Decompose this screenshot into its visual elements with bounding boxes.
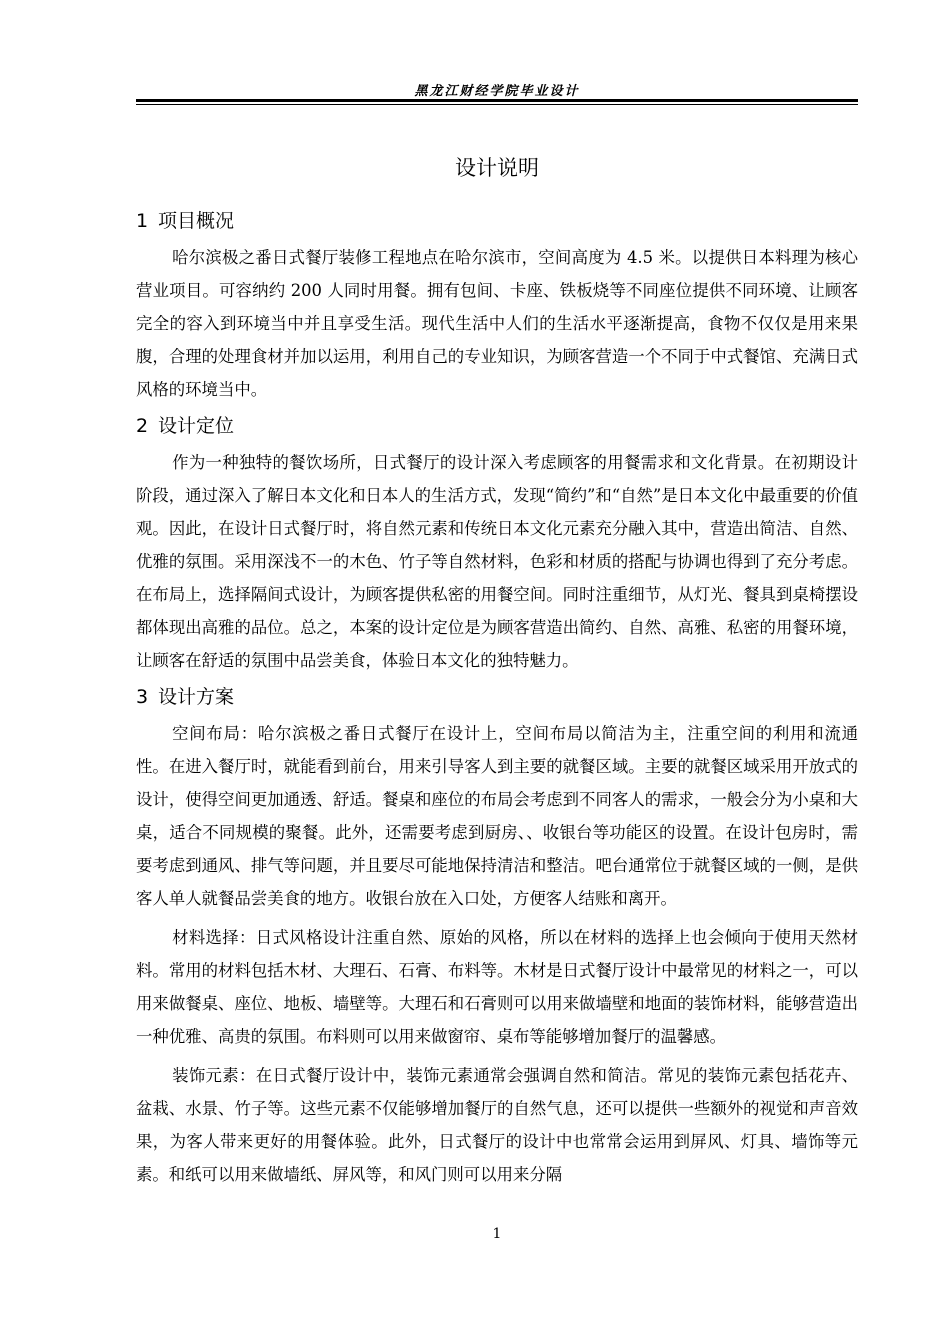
paragraph-material-selection: 材料选择：日式风格设计注重自然、原始的风格，所以在材料的选择上也会倾向于使用天然材料。常用的材料包括木材、大理石、石膏、布料等。木材是日式餐厅设计中最常见的材料之一，可以用来做餐桌、座位、地板、墙壁等。大理石和石膏则可以用来做墙壁和地面的装饰材料，能够营造出一种优雅、高贵的氛围。布料则可以用来做窗帘、桌布等能够增加餐厅的温馨感。 bbox=[136, 928, 858, 1046]
section-title: 设计方案 bbox=[158, 686, 235, 708]
paragraph-decorative-elements: 装饰元素：在日式餐厅设计中，装饰元素通常会强调自然和简洁。常见的装饰元素包括花卉、盆栽、水景、竹子等。这些元素不仅能够增加餐厅的自然气息，还可以提供一些额外的视觉和声音效果，为客人带来更好的用餐体验。此外，日式餐厅的设计中也常常会运用到屏风、灯具、墙饰等元素。和纸可以用来做墙纸、屏风等，和风门则可以用来分隔 bbox=[136, 1066, 858, 1184]
paragraph-positioning: 作为一种独特的餐饮场所，日式餐厅的设计深入考虑顾客的用餐需求和文化背景。在初期设计阶段，通过深入了解日本文化和日本人的生活方式，发现“简约”和“自然”是日本文化中最重要的价值观。因此，在设计日式餐厅时，将自然元素和传统日本文化元素充分融入其中，营造出简洁、自然、优雅的氛围。采用深浅不一的木色、竹子等自然材料，色彩和材质的搭配与协调也得到了充分考虑。在布局上，选择隔间式设计，为顾客提供私密的用餐空间。同时注重细节，从灯光、餐具到桌椅摆设都体现出高雅的品位。总之，本案的设计定位是为顾客营造出简约、自然、高雅、私密的用餐环境，让顾客在舒适的氛围中品尝美食，体验日本文化的独特魅力。 bbox=[136, 453, 858, 670]
page-number: 1 bbox=[492, 1226, 502, 1242]
document-body bbox=[136, 201, 858, 1191]
section-title: 设计定位 bbox=[158, 415, 235, 437]
section-number: 3 bbox=[136, 686, 149, 708]
section-heading-plan bbox=[136, 677, 858, 717]
header-rule-thick bbox=[136, 99, 858, 102]
section-number: 1 bbox=[136, 210, 149, 232]
running-header: 黑龙江财经学院毕业设计 bbox=[414, 84, 580, 99]
section-title: 项目概况 bbox=[158, 210, 235, 232]
document-title: 设计说明 bbox=[455, 156, 539, 180]
paragraph-space-layout: 空间布局：哈尔滨极之番日式餐厅在设计上，空间布局以简洁为主，注重空间的利用和流通性。在进入餐厅时，就能看到前台，用来引导客人到主要的就餐区域。主要的就餐区域采用开放式的设计，使得空间更加通透、舒适。餐桌和座位的布局会考虑到不同客人的需求，一般会分为小桌和大桌，适合不同规模的聚餐。此外，还需要考虑到厨房、、收银台等功能区的设置。在设计包房时，需要考虑到通风、排气等问题，并且要尽可能地保持清洁和整洁。吧台通常位于就餐区域的一侧，是供客人单人就餐品尝美食的地方。收银台放在入口处，方便客人结账和离开。 bbox=[136, 724, 858, 908]
section-number: 2 bbox=[136, 415, 149, 437]
header-rule-thin bbox=[136, 104, 858, 105]
paragraph-overview: 哈尔滨极之番日式餐厅装修工程地点在哈尔滨市，空间高度为 4.5 米。以提供日本料理为核心营业项目。可容纳约 200 人同时用餐。拥有包间、卡座、铁板烧等不同座位提供不同环境、让顾客完全的容入到环境当中并且享受生活。现代生活中人们的生活水平逐渐提高，食物不仅仅是用来果腹，合理的处理食材并加以运用，利用自己的专业知识，为顾客营造一个不同于中式餐馆、充满日式风格的环境当中。 bbox=[136, 248, 858, 399]
section-heading-overview bbox=[136, 201, 858, 241]
section-heading-positioning bbox=[136, 406, 858, 446]
